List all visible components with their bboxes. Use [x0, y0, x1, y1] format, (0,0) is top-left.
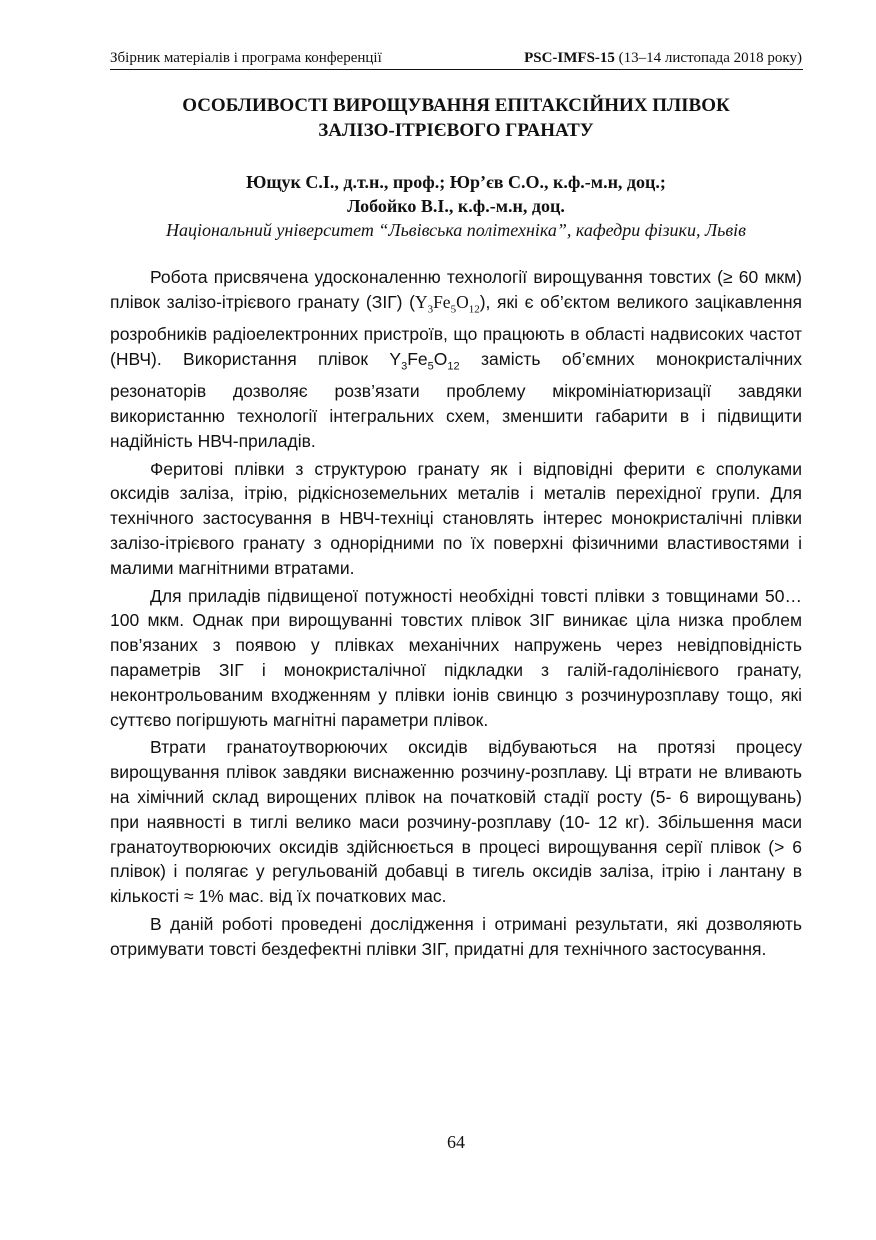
header-collection-title: Збірник матеріалів і програма конференції	[110, 50, 382, 66]
paragraph-1	[110, 265, 802, 454]
paper-body	[110, 265, 802, 962]
running-header	[110, 49, 802, 67]
paragraph-1-part-b: ), які є об’єктом великого зацікавлення розробників радіоелектронних пристроїв, що працюють в області надвисоких частот (НВЧ). Використання плівок	[110, 291, 802, 369]
author-list	[110, 170, 802, 218]
page-number: 64	[447, 1132, 465, 1152]
paragraph-5: В даній роботі проведені дослідження і отримані результати, які дозволяють отримувати товсті бездефектні плівки ЗІГ, придатні для технічного застосування.	[110, 913, 802, 959]
paragraph-3: Для приладів підвищеної потужності необхідні товсті плівки з товщинами 50…100 мкм. Однак при вирощуванні товстих плівок ЗІГ виникає ціла низка проблем пов’язаних з появою у плівках механічних напружень через невідповідність параметрів ЗІГ і монокристалічної підкладки з галій-гадолінієвого гранату, неконтрольованим входженням у плівки іонів свинцю з розчинурозплаву тощо, які суттєво погіршують магнітні параметри плівок.	[110, 585, 802, 730]
paragraph-1-part-a: Робота присвячена удосконаленню технології вирощування товстих (≥ 60 мкм) плівок залізо-ітрієвого гранату (ЗІГ) (	[110, 267, 802, 312]
paper-title	[110, 93, 802, 143]
paper-title-line-2: ЗАЛІЗО-ІТРІЄВОГО ГРАНАТУ	[318, 120, 594, 141]
paragraph-1-part-c: замість об’ємних монокристалічних резонаторів дозволяє розв’язати проблему мікромініатюризації завдяки використанню технології інтегральних схем, зменшити габарити в і підвищити надійність НВЧ-приладів.	[110, 348, 802, 451]
header-conference	[524, 49, 802, 67]
formula-yig: $Y_3Fe_5O_{12}$	[414, 291, 480, 316]
header-divider	[110, 69, 803, 70]
affiliation: Національний університет “Львівська політехніка”, кафедри фізики, Львів	[166, 220, 746, 240]
formula-yig-2: $Y_3Fe_5O_{12}$	[389, 348, 460, 373]
header-conference-code: PSC-IMFS-15	[524, 50, 615, 66]
author-line-1: Ющук С.І., д.т.н., проф.; Юр’єв С.О., к.ф.-м.н, доц.;	[246, 172, 666, 192]
author-line-2: Лобойко В.І., к.ф.-м.н, доц.	[347, 196, 565, 216]
header-conference-dates: (13–14 листопада 2018 року)	[618, 50, 802, 66]
paragraph-2: Феритові плівки з структурою гранату як і відповідні ферити є сполуками оксидів заліза, ітрію, рідкісноземельних металів і металів перехідної групи. Для технічного застосування в НВЧ-техніці становлять інтерес монокристалічні плівки залізо-ітрієвого гранату з однорідними по їх поверхні фізичними властивостями і малими магнітними втратами.	[110, 458, 802, 578]
paper-title-line-1: ОСОБЛИВОСТІ ВИРОЩУВАННЯ ЕПІТАКСІЙНИХ ПЛІВОК	[182, 95, 730, 116]
paragraph-4: Втрати гранатоутворюючих оксидів відбуваються на протязі процесу вирощування плівок завдяки виснаженню розчину-розплаву. Ці втрати не вливають на хімічний склад вирощених плівок на початковій стадії росту (5- 6 вирощувань) при наявності в тиглі велико маси розчину-розплаву (10- 12 кг). Збільшення маси гранатоутворюючих оксидів здійснюється в процесі вирощування серії плівок (> 6 плівок) і полягає у регульованій добавці в тигель оксидів заліза, ітрію і лантану в кількості ≈ 1% мас. від їх початкових мас.	[110, 737, 802, 907]
